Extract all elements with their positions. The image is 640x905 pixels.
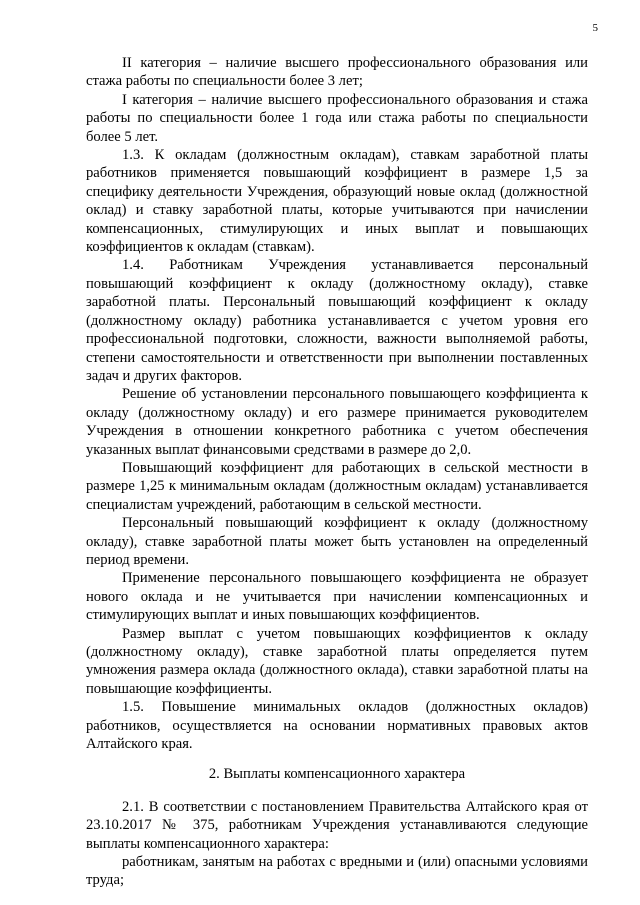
paragraph-category-1: I категория – наличие высшего профессионального образования и стажа работы по специальности более 1 года или стажа работы по специальности более 5 лет. [86,91,588,145]
paragraph-payment-size: Размер выплат с учетом повышающих коэффициентов к окладу (должностному окладу), ставке заработной платы определяется путем умножения размера оклада (должностного оклада), ставки заработной платы на повышающие коэффициенты. [86,625,588,697]
section-heading: 2. Выплаты компенсационного характера [208,766,466,783]
paragraph-category-2: II категория – наличие высшего профессионального образования или стажа работы по специальности более 3 лет; [86,55,588,90]
paragraph-1-3: 1.3. К окладам (должностным окладам), ставкам заработной платы работников применяется повышающий коэффициент в размере 1,5 за специфику деятельности Учреждения, образующий новые оклад (должностной оклад) и ставку заработной платы, которые учитываются при начислении компенсационных, стимулирующих и иных выплат и повышающих коэффициентов к окладам (ставкам). [86,147,588,256]
page-number: 5 [592,22,598,34]
paragraph-2-1: 2.1. В соответствии с постановлением Правительства Алтайского края от 23.10.2017 № 375, работникам Учреждения устанавливаются следующие выплаты компенсационного характера: [86,798,588,852]
paragraph-hazardous-work: работникам, занятым на работах с вредными и (или) опасными условиями труда; [86,854,588,889]
paragraph-application: Применение персонального повышающего коэффициента не образует нового оклада и не учитывается при начислении компенсационных и стимулирующих выплат и иных повышающих коэффициентов. [86,570,588,624]
paragraph-period: Персональный повышающий коэффициент к окладу (должностному окладу), ставке заработной платы может быть установлен на определенный период времени. [86,515,588,568]
paragraph-rural: Повышающий коэффициент для работающих в сельской местности в размере 1,25 к минимальным окладам (должностным окладам) устанавливается специалистам учреждений, работающим в сельской местности. [86,459,588,513]
paragraph-1-4: 1.4. Работникам Учреждения устанавливается персональный повышающий коэффициент к окладу (должностному окладу), ставке заработной платы. Персональный повышающий коэффициент к окладу (должностному окладу) работника устанавливается с учетом уровня его профессиональной подготовки, сложности, важности выполняемой работы, степени самостоятельности и ответственности при выполнении поставленных задач и других факторов. [86,257,588,384]
document-body [86,54,588,890]
paragraph-1-5: 1.5. Повышение минимальных окладов (должностных окладов) работников, осуществляется на основании нормативных правовых актов Алтайского края. [86,699,588,753]
paragraph-decision: Решение об установлении персонального повышающего коэффициента к окладу (должностному окладу) и его размере принимается руководителем Учреждения в отношении конкретного работника с учетом обеспечения указанных выплат финансовыми средствами в размере до 2,0. [86,386,588,458]
